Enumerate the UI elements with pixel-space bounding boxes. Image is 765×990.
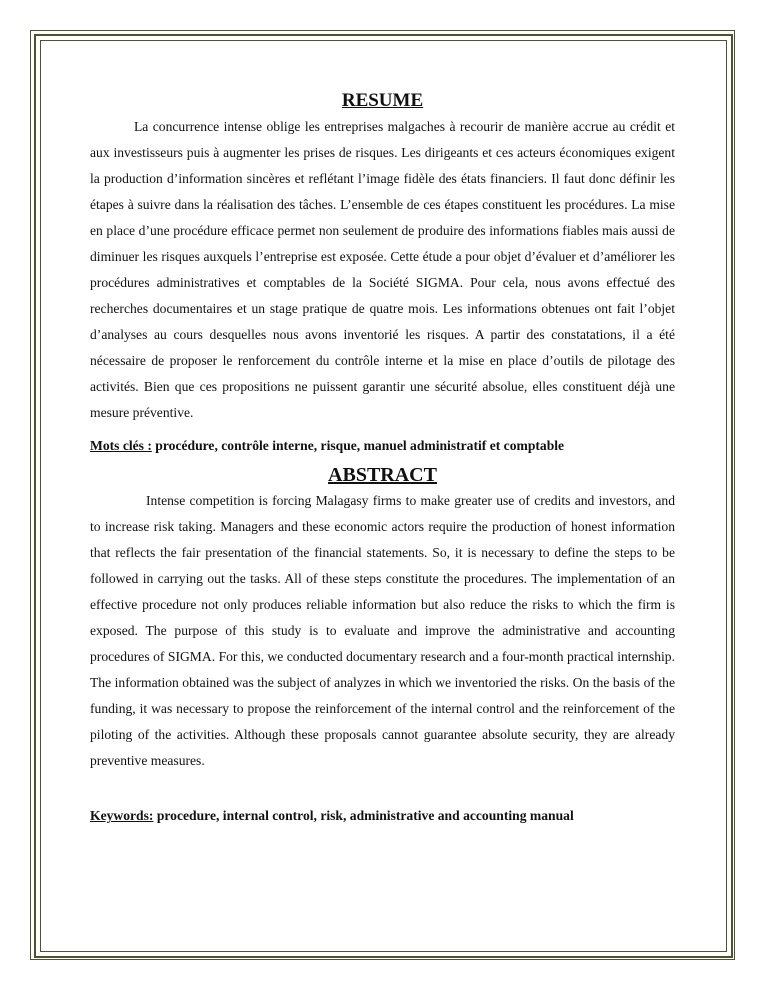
resume-title: RESUME (341, 90, 424, 111)
abstract-section (90, 462, 675, 826)
document-content (90, 88, 675, 826)
resume-keywords-label: Mots clés : (90, 438, 152, 453)
resume-body: La concurrence intense oblige les entreprises malgaches à recourir de manière accrue au crédit et aux investisseurs puis à augmenter les prises de risques. Les dirigeants et ces acteurs économiques exigent la production d’information sincères et reflétant l’image fidèle des états financiers. Il faut donc définir les étapes à suivre dans la réalisation des tâches. L’ensemble de ces étapes constituent les procédures. La mise en place d’une procédure efficace permet non seulement de produire des informations fiables mais aussi de diminuer les risques auxquels l’entreprise est exposée. Cette étude a pour objet d’évaluer et d’améliorer les procédures administratives et comptables de la Société SIGMA. Pour cela, nous avons effectué des recherches documentaires et un stage pratique de quatre mois. Les informations obtenues ont fait l’objet d’analyses au cours desquelles nous avons inventorié les risques. A partir des constatations, il a été nécessaire de proposer le renforcement du contrôle interne et la mise en place d’outils de pilotage des activités. Bien que ces propositions ne puissent garantir une sécurité absolue, elles constituent déjà une mesure préventive. (90, 119, 675, 420)
resume-keywords-list: procédure, contrôle interne, risque, manuel administratif et comptable (151, 438, 565, 453)
abstract-keywords-label: Keywords: (90, 808, 154, 823)
abstract-body: Intense competition is forcing Malagasy firms to make greater use of credits and investors, and to increase risk taking. Managers and these economic actors require the production of honest information that reflects the fair presentation of the financial statements. So, it is necessary to define the steps to be followed in carrying out the tasks. All of these steps constitute the procedures. The implementation of an effective procedure not only produces reliable information but also reduce the risks to which the firm is exposed. The purpose of this study is to evaluate and improve the administrative and accounting procedures of SIGMA. For this, we conducted documentary research and a four-month practical internship. The information obtained was the subject of analyzes in which we inventoried the risks. On the basis of the funding, it was necessary to propose the reinforcement of the internal control and the reinforcement of the piloting of the activities. Although these proposals cannot guarantee absolute security, they are already preventive measures. (90, 493, 675, 768)
resume-section (90, 88, 675, 456)
abstract-title: ABSTRACT (328, 464, 437, 486)
abstract-keywords (90, 806, 675, 826)
resume-keywords (90, 436, 675, 456)
abstract-keywords-list: procedure, internal control, risk, administrative and accounting manual (153, 808, 574, 823)
